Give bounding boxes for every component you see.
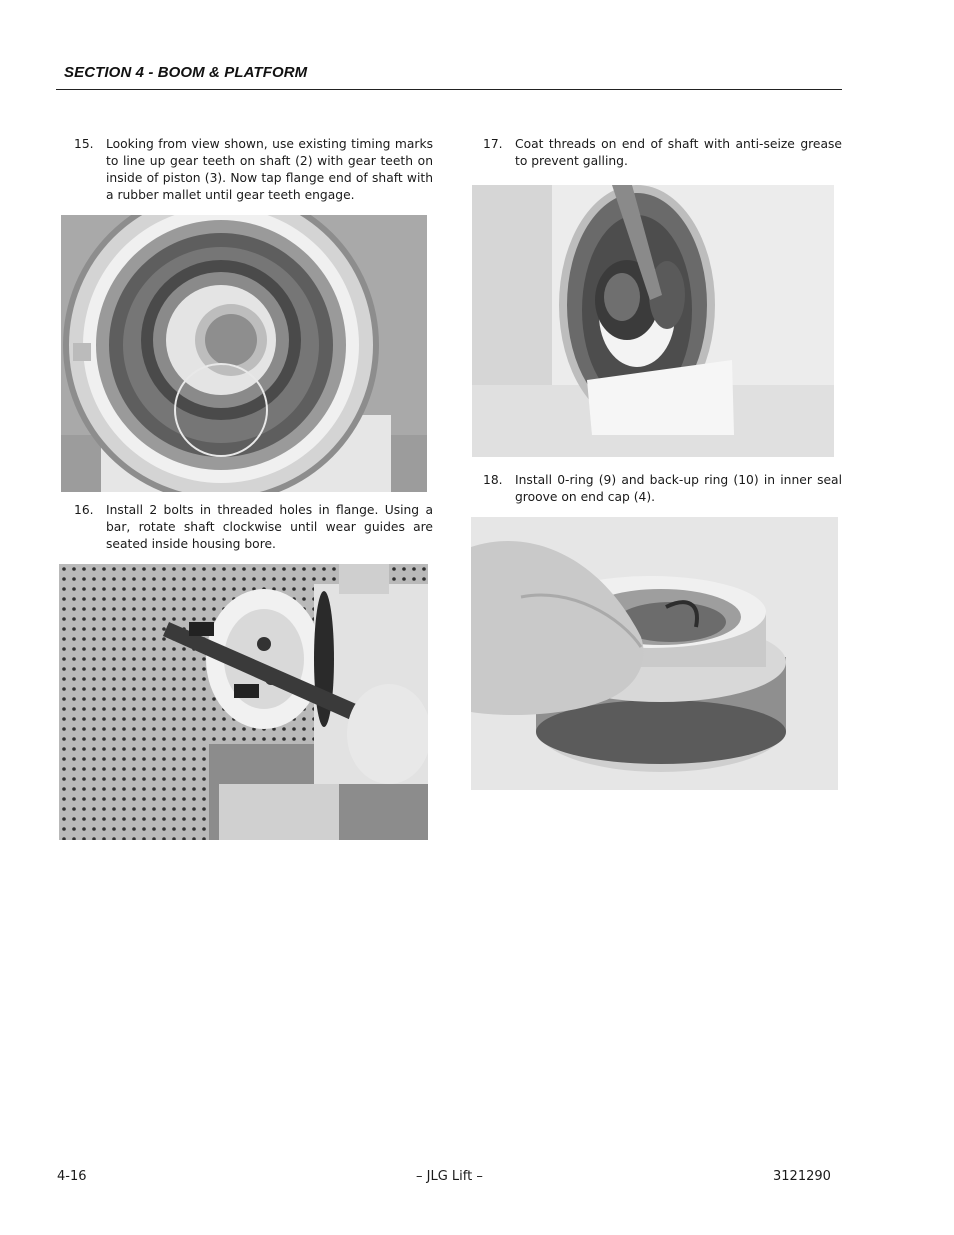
- step-number: 17.: [483, 137, 503, 151]
- step-number: 16.: [74, 503, 94, 517]
- photo-gear-alignment: [61, 215, 427, 492]
- step-16: [74, 502, 434, 554]
- step-number: 18.: [483, 473, 503, 487]
- photo-bar-rotating-shaft: [59, 564, 428, 840]
- page-number: 4-16: [57, 1169, 87, 1184]
- step-17: [483, 136, 843, 172]
- photo-end-cap-oring: [471, 517, 838, 790]
- step-number: 15.: [74, 137, 94, 151]
- footer-center-text: – JLG Lift –: [416, 1169, 483, 1184]
- step-text: Install 2 bolts in threaded holes in flange. Using a bar, rotate shaft clockwise until wear guides are seated inside housing bore.: [106, 503, 433, 551]
- step-18: [483, 472, 843, 508]
- step-text: Looking from view shown, use existing timing marks to line up gear teeth on shaft (2) with gear teeth on inside of piston (3). Now tap flange end of shaft with a rubber mallet until gear teeth engage.: [106, 137, 433, 202]
- step-text: Install 0-ring (9) and back-up ring (10) in inner seal groove on end cap (4).: [515, 473, 842, 504]
- step-text: Coat threads on end of shaft with anti-seize grease to prevent galling.: [515, 137, 842, 168]
- step-15: [74, 136, 434, 206]
- doc-number: 3121290: [773, 1169, 831, 1184]
- section-title: SECTION 4 - BOOM & PLATFORM: [64, 64, 308, 81]
- header-rule: [56, 89, 842, 90]
- photo-shaft-threads: [472, 185, 834, 457]
